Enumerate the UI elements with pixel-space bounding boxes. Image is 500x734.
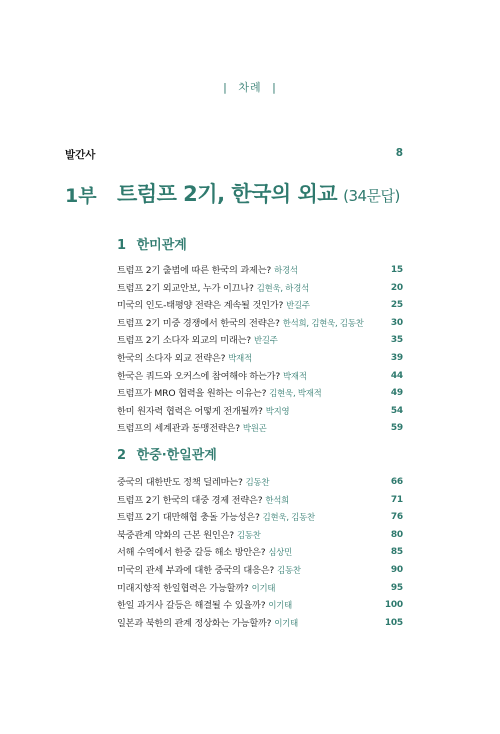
entry-title: 미래지향적 한일협력은 가능할까? bbox=[117, 582, 249, 594]
toc-entry[interactable] bbox=[117, 350, 403, 368]
entry-page: 35 bbox=[390, 335, 403, 346]
entry-title: 트럼프의 세계관과 동맹전략은? bbox=[117, 423, 240, 435]
entry-author: 하경석 bbox=[274, 265, 298, 275]
part-heading bbox=[65, 178, 425, 206]
heading-bar-left: | bbox=[223, 81, 228, 94]
foreword-entry[interactable] bbox=[65, 147, 403, 161]
part-title bbox=[117, 178, 400, 208]
toc-entry[interactable] bbox=[117, 420, 403, 438]
part-number: 1부 bbox=[65, 185, 97, 207]
entry-title: 트럼프 2기 대만해협 충돌 가능성은? bbox=[117, 512, 260, 524]
part-title-text: 트럼프 2기, 한국의 외교 bbox=[117, 182, 338, 206]
toc-entry[interactable] bbox=[117, 597, 403, 615]
entry-title: 중국의 대한반도 정책 딜레마는? bbox=[117, 477, 243, 488]
toc-entry[interactable] bbox=[117, 315, 403, 333]
section-heading bbox=[117, 444, 417, 462]
entry-page: 95 bbox=[390, 582, 403, 593]
toc-heading bbox=[0, 79, 500, 95]
entry-page: 71 bbox=[390, 494, 403, 505]
toc-entry[interactable] bbox=[117, 262, 403, 280]
entry-page: 80 bbox=[390, 529, 403, 540]
entry-author: 김현욱, 박재적 bbox=[269, 388, 322, 399]
toc-entry[interactable] bbox=[117, 615, 403, 633]
entry-page: 85 bbox=[390, 547, 403, 558]
entry-page: 105 bbox=[384, 617, 403, 628]
entry-author: 박재적 bbox=[283, 370, 307, 381]
entry-page: 76 bbox=[390, 512, 403, 523]
heading-bar-right: | bbox=[272, 81, 277, 94]
entry-author: 김동찬 bbox=[277, 564, 301, 575]
entry-title: 미국의 인도-태평양 전략은 계속될 것인가? bbox=[117, 300, 284, 312]
section-number: 1 bbox=[117, 238, 127, 253]
toc-entry[interactable] bbox=[117, 580, 403, 598]
section-number: 2 bbox=[117, 448, 127, 463]
entry-page: 100 bbox=[384, 600, 403, 611]
entry-title: 미국의 관세 부과에 대한 중국의 대응은? bbox=[117, 564, 275, 576]
entry-page: 66 bbox=[390, 477, 403, 487]
toc-entry[interactable] bbox=[117, 297, 403, 315]
toc-entry[interactable] bbox=[117, 562, 403, 580]
entry-author: 이기태 bbox=[268, 600, 293, 611]
entry-author: 김동찬 bbox=[245, 477, 270, 487]
foreword-page: 8 bbox=[395, 147, 403, 159]
entry-page: 59 bbox=[390, 423, 403, 434]
entry-page: 44 bbox=[390, 370, 403, 381]
entry-page: 39 bbox=[390, 352, 403, 363]
entry-page: 15 bbox=[390, 265, 403, 275]
toc-entry[interactable] bbox=[117, 280, 403, 298]
toc-entry[interactable] bbox=[117, 368, 403, 386]
toc-entry[interactable] bbox=[117, 527, 403, 545]
entry-title: 일본과 북한의 관계 정상화는 가능할까? bbox=[117, 617, 272, 629]
entry-title: 한미 원자력 협력은 어떻게 전개될까? bbox=[117, 405, 263, 417]
entry-title: 트럼프 2기 소다자 외교의 미래는? bbox=[117, 335, 251, 347]
section-title: 한중·한일관계 bbox=[136, 448, 217, 463]
entry-title: 트럼프 2기 미중 경쟁에서 한국의 전략은? bbox=[117, 317, 280, 329]
entry-author: 반길주 bbox=[286, 300, 310, 311]
entry-title: 한국은 쿼드와 오커스에 참여해야 하는가? bbox=[117, 370, 281, 382]
entry-author: 이기태 bbox=[251, 582, 276, 593]
entry-author: 박지영 bbox=[265, 405, 290, 416]
entry-author: 박재적 bbox=[228, 352, 252, 363]
toc-entry[interactable] bbox=[117, 332, 403, 350]
entry-author: 한석희, 김현욱, 김동찬 bbox=[282, 317, 364, 328]
entry-title: 트럼프 2기 외교안보, 누가 이끄나? bbox=[117, 282, 254, 294]
entry-title: 트럼프 2기 출범에 따른 한국의 과제는? bbox=[117, 265, 272, 276]
entry-author: 심상민 bbox=[268, 547, 293, 558]
entry-page: 49 bbox=[390, 388, 403, 399]
foreword-title: 발간사 bbox=[65, 149, 96, 161]
entry-title: 북중관계 약화의 근본 원인은? bbox=[117, 529, 234, 541]
entry-title: 한일 과거사 갈등은 해결될 수 있을까? bbox=[117, 600, 266, 612]
entry-page: 54 bbox=[390, 405, 403, 416]
toc-entry[interactable] bbox=[117, 509, 403, 527]
entry-title: 트럼프가 MRO 협력을 원하는 이유는? bbox=[117, 388, 267, 400]
toc-entry[interactable] bbox=[117, 544, 403, 562]
entry-page: 25 bbox=[390, 300, 403, 311]
entry-page: 30 bbox=[390, 317, 403, 328]
heading-label: 차례 bbox=[238, 81, 262, 94]
part-note: (34문답) bbox=[343, 187, 400, 205]
entry-author: 반길주 bbox=[253, 335, 278, 346]
entry-author: 한석희 bbox=[265, 494, 290, 505]
entry-title: 서해 수역에서 한중 갈등 해소 방안은? bbox=[117, 547, 266, 559]
entry-title: 한국의 소다자 외교 전략은? bbox=[117, 352, 226, 364]
entry-author: 김현욱, 김동찬 bbox=[262, 512, 315, 523]
section-entries bbox=[117, 262, 403, 438]
entry-author: 박원곤 bbox=[242, 423, 267, 434]
toc-entry[interactable] bbox=[117, 492, 403, 510]
section-entries bbox=[117, 474, 403, 632]
entry-author: 김현욱, 하경석 bbox=[256, 282, 309, 293]
toc-entry[interactable] bbox=[117, 403, 403, 421]
entry-author: 김동찬 bbox=[236, 529, 261, 540]
entry-page: 90 bbox=[390, 564, 403, 575]
toc-entry[interactable] bbox=[117, 385, 403, 403]
toc-entry[interactable] bbox=[117, 474, 403, 492]
entry-author: 이기태 bbox=[274, 617, 299, 628]
entry-page: 20 bbox=[390, 282, 403, 293]
section-title: 한미관계 bbox=[136, 238, 187, 253]
section-heading bbox=[117, 234, 417, 252]
entry-title: 트럼프 2기 한국의 대중 경제 전략은? bbox=[117, 494, 263, 506]
